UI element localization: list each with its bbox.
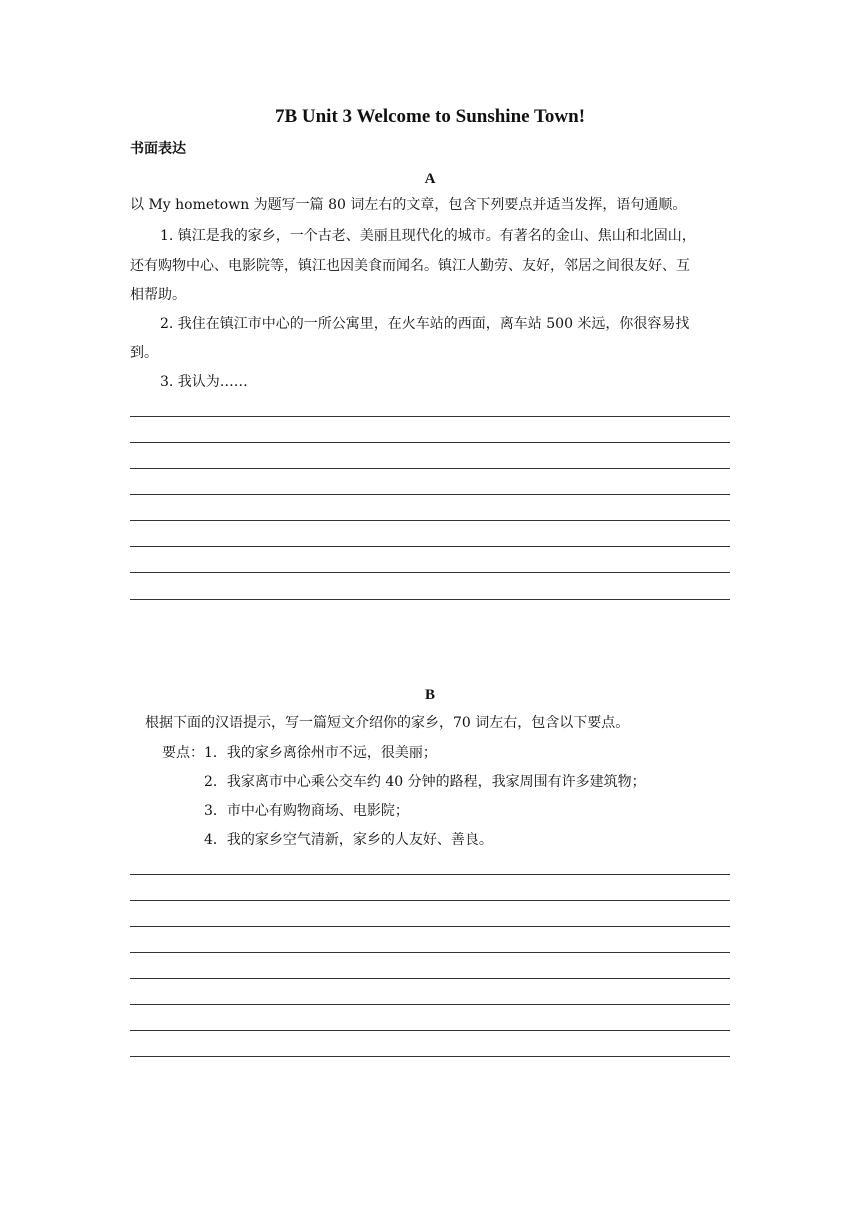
section-heading: 书面表达 [130, 141, 186, 157]
part-b-instruction: 根据下面的汉语提示，写一篇短文介绍你的家乡，70 词左右，包含以下要点。 [145, 715, 630, 731]
part-a-letter: A [424, 171, 436, 187]
writing-line [130, 572, 730, 573]
writing-line [130, 1004, 730, 1005]
writing-line [130, 874, 730, 875]
part-a-instruction: 以 My hometown 为题写一篇 80 词左右的文章，包含下列要点并适当发挥，语句通顺。 [130, 197, 687, 213]
writing-line [130, 599, 730, 600]
part-b-point4: 4．我的家乡空气清新，家乡的人友好、善良。 [204, 832, 493, 848]
part-a-point2-line1: 2. 我住在镇江市中心的一所公寓里，在火车站的西面，离车站 500 米远，你很容易找 [160, 316, 690, 332]
writing-line [130, 494, 730, 495]
writing-line [130, 546, 730, 547]
writing-line [130, 468, 730, 469]
part-b-letter: B [424, 687, 435, 703]
writing-line [130, 952, 730, 953]
part-b-point3: 3．市中心有购物商场、电影院； [204, 803, 409, 819]
part-b-point1: 1．我的家乡离徐州市不远，很美丽； [204, 745, 437, 761]
writing-line [130, 520, 730, 521]
part-a-point1-line2: 还有购物中心、电影院等，镇江也因美食而闻名。镇江人勤劳、友好，邻居之间很友好、互 [130, 258, 690, 274]
part-b-point2: 2．我家离市中心乘公交车约 40 分钟的路程，我家周围有许多建筑物； [204, 774, 646, 790]
part-a-point1-line3: 相帮助。 [130, 287, 186, 303]
part-a-point3: 3. 我认为…… [160, 374, 248, 390]
part-a-point2-line2: 到。 [130, 345, 158, 361]
writing-line [130, 1056, 730, 1057]
part-b-points-label: 要点： [162, 745, 204, 761]
writing-line [130, 900, 730, 901]
writing-line [130, 442, 730, 443]
part-a-point1-line1: 1. 镇江是我的家乡，一个古老、美丽且现代化的城市。有著名的金山、焦山和北固山， [160, 228, 696, 244]
writing-line [130, 416, 730, 417]
writing-line [130, 1030, 730, 1031]
writing-line [130, 978, 730, 979]
document-title: 7B Unit 3 Welcome to Sunshine Town! [274, 106, 586, 127]
writing-line [130, 926, 730, 927]
